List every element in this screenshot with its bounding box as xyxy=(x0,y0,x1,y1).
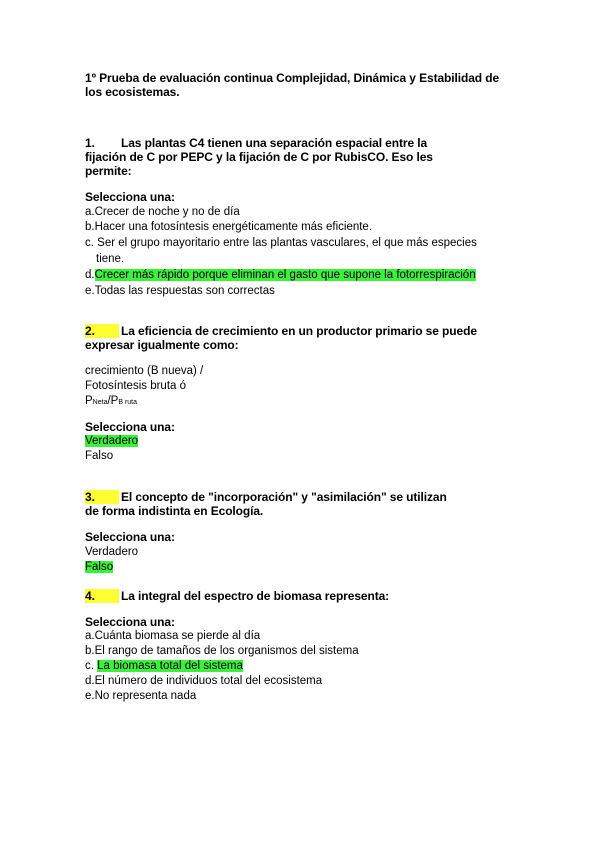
question-4-option-c[interactable] xyxy=(85,659,243,673)
question-1-number: 1. xyxy=(85,136,95,150)
question-3-text-line1: El concepto de "incorporación" y "asimilación" se utilizan xyxy=(121,490,447,504)
option-letter: e. xyxy=(85,285,95,297)
option-letter: d. xyxy=(85,675,95,687)
formula-slash-p: /P xyxy=(107,395,119,407)
option-text: No representa nada xyxy=(94,690,197,702)
selected-answer-highlight: Crecer más rápido porque eliminan el gasto que supone la fotorrespiración xyxy=(94,269,476,281)
option-letter: d. xyxy=(85,269,95,281)
page-title-line1: 1º Prueba de evaluación continua Complejidad, Dinámica y Estabilidad de xyxy=(85,71,500,85)
question-4-text-line1: La integral del espectro de biomasa representa: xyxy=(121,589,390,603)
question-1-option-d[interactable] xyxy=(85,268,476,282)
option-text: El rango de tamaños de los organismos del sistema xyxy=(94,645,359,657)
option-text: Ser el grupo mayoritario entre las plantas vasculares, el que más especies xyxy=(97,237,477,249)
option-text: Cuánta biomasa se pierde al día xyxy=(94,630,261,642)
option-letter: b. xyxy=(85,221,95,233)
question-3-text-line2: de forma indistinta en Ecología. xyxy=(85,504,264,518)
question-4-option-a[interactable] xyxy=(85,629,260,643)
question-1-select-label: Selecciona una: xyxy=(85,190,175,204)
question-1-text-line2: fijación de C por PEPC y la fijación de C por RubisCO. Eso les xyxy=(85,150,433,164)
question-2-formula-line2: Fotosíntesis bruta ó xyxy=(85,380,186,392)
question-4-option-b[interactable] xyxy=(85,644,359,658)
option-letter: b. xyxy=(85,645,95,657)
option-letter: c. xyxy=(85,660,94,672)
question-4-option-e[interactable] xyxy=(85,689,196,703)
option-text: Hacer una fotosíntesis energéticamente más eficiente. xyxy=(94,221,373,233)
question-number-highlight: 2. xyxy=(85,324,119,338)
question-1-option-c[interactable] xyxy=(85,236,477,250)
question-number-highlight: 3. xyxy=(85,490,119,504)
question-number-highlight: 4. xyxy=(85,589,119,603)
page-title-line2: los ecosistemas. xyxy=(85,85,180,99)
question-4-select-label: Selecciona una: xyxy=(85,615,175,629)
question-2-option-true[interactable] xyxy=(85,434,138,448)
question-2-number xyxy=(85,324,119,338)
question-3-select-label: Selecciona una: xyxy=(85,530,175,544)
question-1-option-b[interactable] xyxy=(85,220,372,234)
selected-answer-highlight: Verdadero xyxy=(85,435,139,447)
question-2-text-line2: expresar igualmente como: xyxy=(85,338,239,352)
question-3-option-true[interactable]: Verdadero xyxy=(85,546,139,558)
selected-answer-highlight: Falso xyxy=(85,561,114,573)
question-4-number xyxy=(85,589,119,603)
option-letter: a. xyxy=(85,206,95,218)
question-3-number xyxy=(85,490,119,504)
option-letter: c. xyxy=(85,237,94,249)
question-3-option-false[interactable] xyxy=(85,560,113,574)
question-2-formula-line3 xyxy=(85,394,137,410)
question-1-text-line3: permite: xyxy=(85,164,132,178)
option-letter: e. xyxy=(85,690,95,702)
option-letter: a. xyxy=(85,630,95,642)
formula-subscript-neta: Neta xyxy=(92,399,108,406)
option-text: Todas las respuestas son correctas xyxy=(94,285,275,297)
question-1-option-e[interactable] xyxy=(85,284,275,298)
question-1-option-c-cont: tiene. xyxy=(96,253,125,265)
option-text: Crecer de noche y no de día xyxy=(94,206,240,218)
formula-p: P xyxy=(85,395,93,407)
question-1-text-line1: Las plantas C4 tienen una separación espacial entre la xyxy=(121,136,428,150)
question-1-option-a[interactable] xyxy=(85,205,240,219)
selected-answer-highlight: La biomasa total del sistema xyxy=(97,660,243,672)
question-4-option-d[interactable] xyxy=(85,674,322,688)
question-2-option-false[interactable]: Falso xyxy=(85,450,114,462)
formula-subscript-bruta: B ruta xyxy=(118,399,138,406)
option-text: El número de individuos total del ecosistema xyxy=(94,675,323,687)
question-2-select-label: Selecciona una: xyxy=(85,420,175,434)
question-2-text-line1: La eficiencia de crecimiento en un productor primario se puede xyxy=(121,324,477,338)
question-2-formula-line1: crecimiento (B nueva) / xyxy=(85,365,204,377)
